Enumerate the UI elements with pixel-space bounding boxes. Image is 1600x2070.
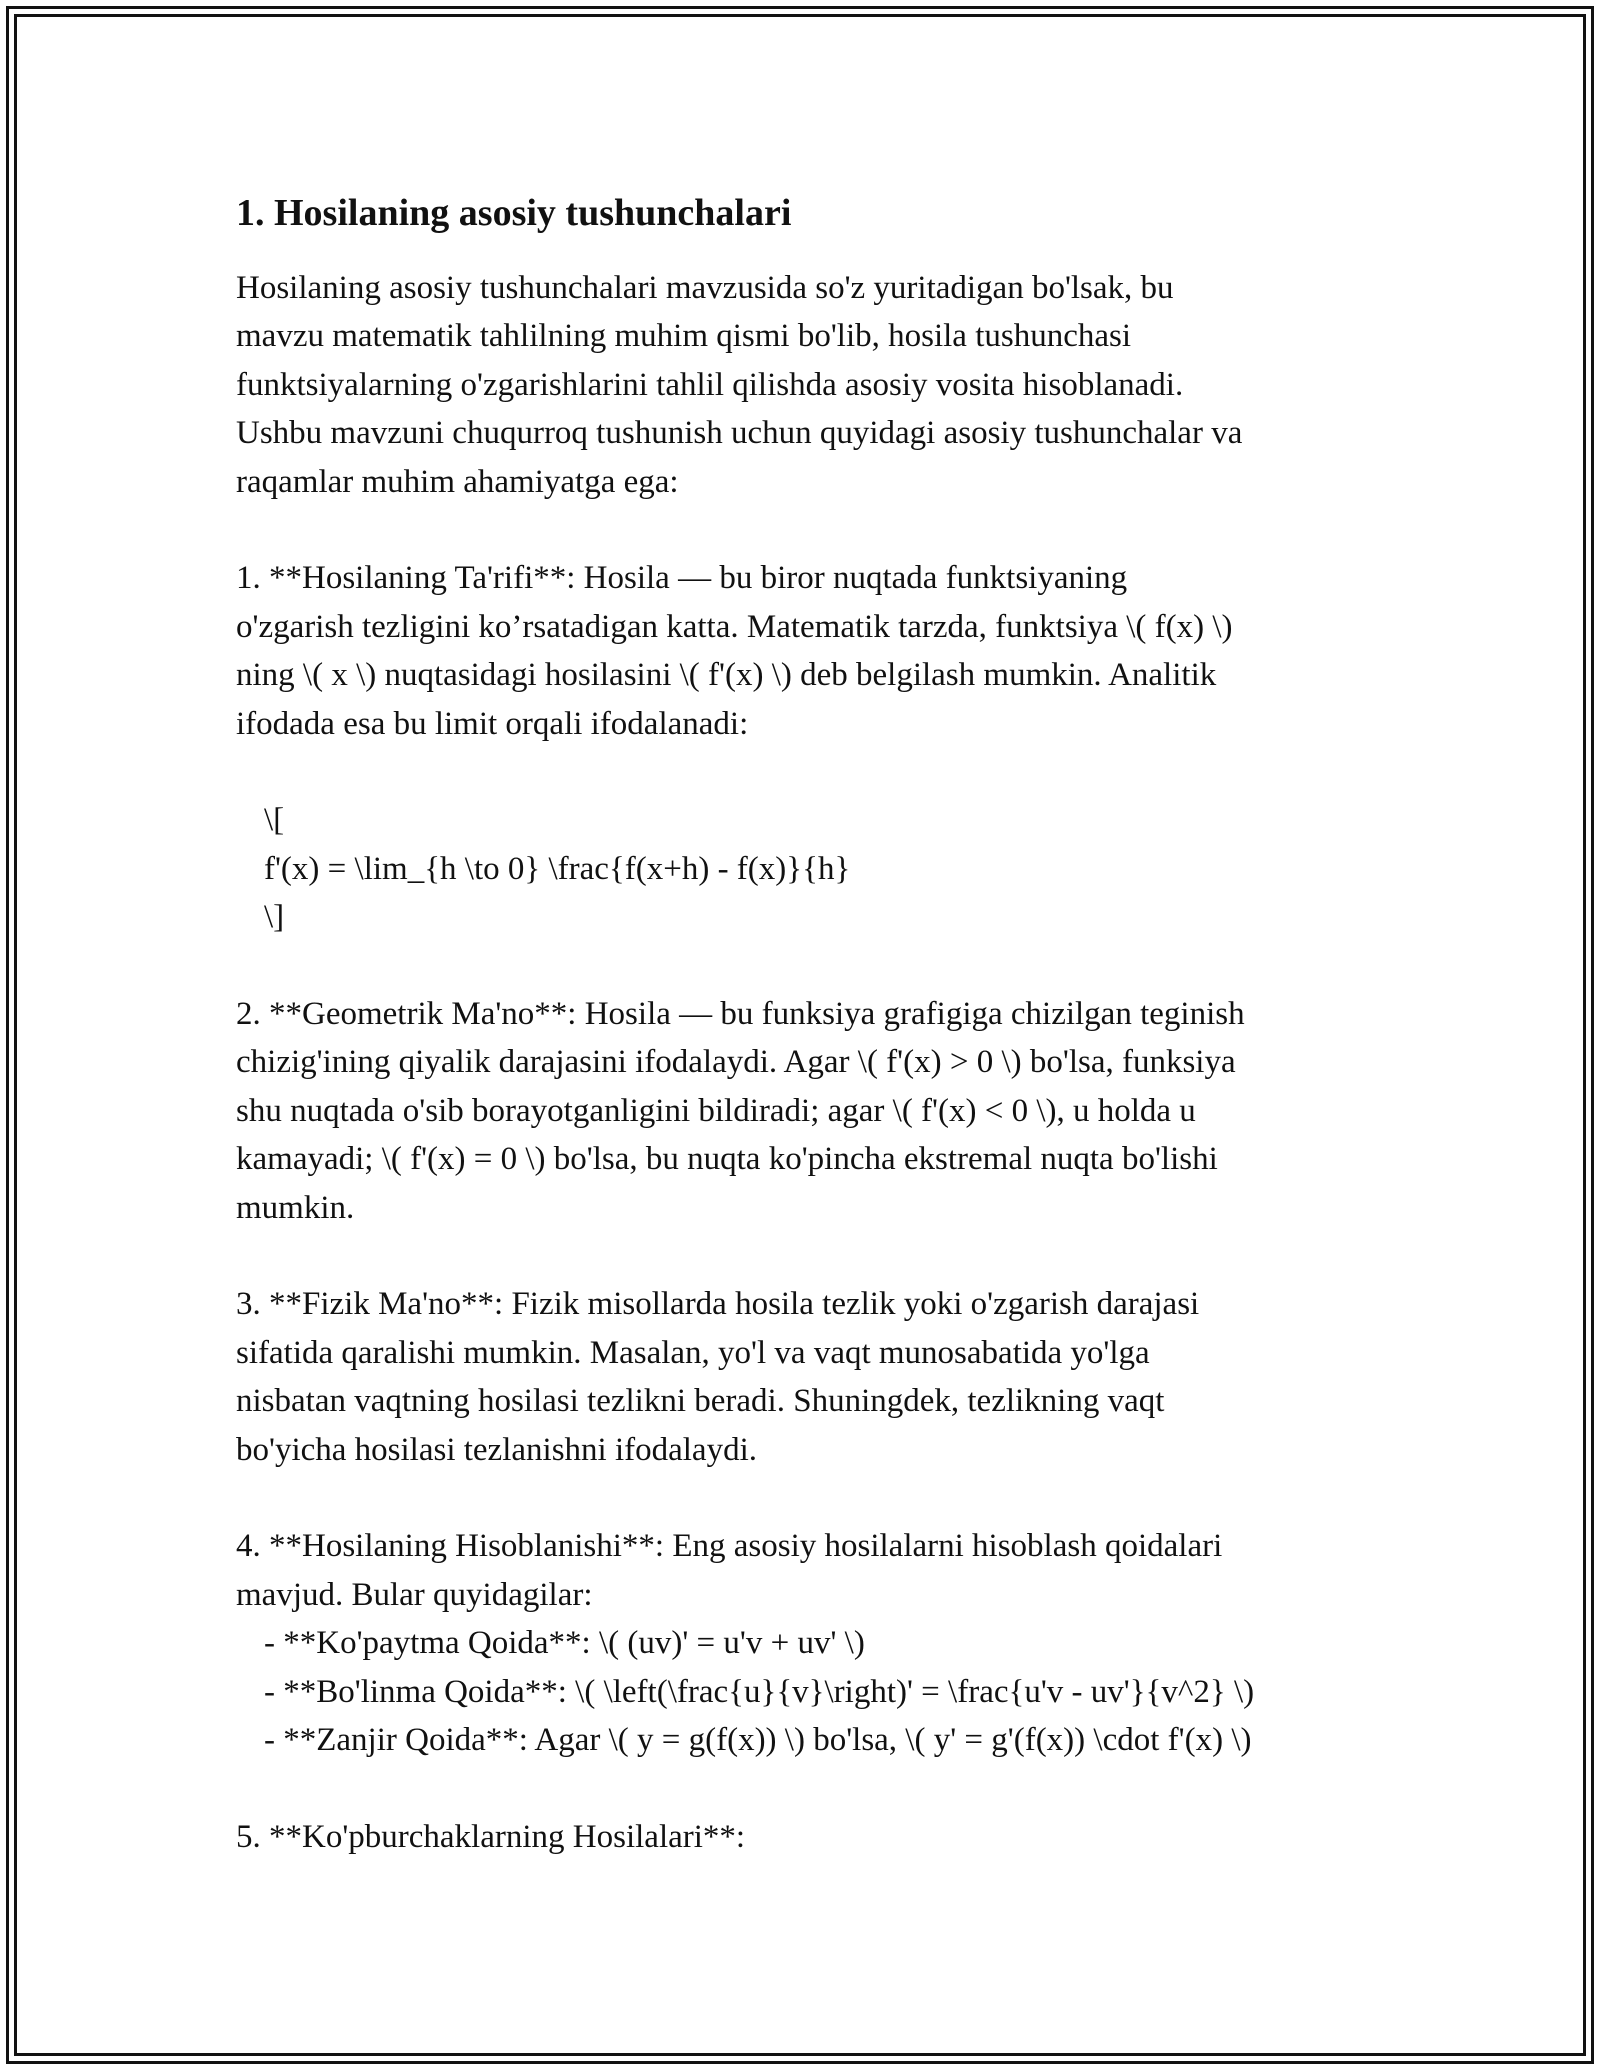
- text-line: sifatida qaralishi mumkin. Masalan, yo'l va vaqt munosabatida yo'lga: [236, 1334, 1150, 1371]
- text-line: ning \( x \) nuqtasidagi hosilasini \( f'(x) \) deb belgilash mumkin. Analitik: [236, 657, 1217, 694]
- text-line: nisbatan vaqtning hosilasi tezlikni beradi. Shuningdek, tezlikning vaqt: [236, 1383, 1165, 1420]
- item-geometric-meaning: [236, 990, 1366, 1232]
- item-definition: [236, 554, 1366, 748]
- formula-line: f'(x) = \lim_{h \to 0} \frac{f(x+h) - f(x)}{h}: [264, 850, 851, 887]
- formula-line: \]: [264, 899, 285, 936]
- intro-paragraph: [236, 264, 1366, 506]
- text-line: Ushbu mavzuni chuqurroq tushunish uchun quyidagi asosiy tushunchalar va: [236, 415, 1243, 452]
- text-line: Hosilaning asosiy tushunchalari mavzusida so'z yuritadigan bo'lsak, bu: [236, 270, 1174, 306]
- text-line: bo'yicha hosilasi tezlanishni ifodalaydi.: [236, 1431, 757, 1468]
- text-line: ifodada esa bu limit orqali ifodalanadi:: [236, 705, 749, 742]
- text-line: kamayadi; \( f'(x) = 0 \) bo'lsa, bu nuqta ko'pincha ekstremal nuqta bo'lishi: [236, 1141, 1218, 1178]
- text-line: 2. **Geometrik Ma'no**: Hosila — bu funksiya grafigiga chizilgan teginish: [236, 996, 1245, 1033]
- item-calculation: [236, 1522, 1366, 1764]
- formula-block: [236, 796, 1366, 941]
- paragraph-gap: [236, 1232, 1366, 1280]
- item-polygon-derivatives: [236, 1813, 1366, 1861]
- text-line: mavzu matematik tahlilning muhim qismi bo'lib, hosila tushunchasi: [236, 318, 1132, 355]
- text-line: funktsiyalarning o'zgarishlarini tahlil qilishda asosiy vosita hisoblanadi.: [236, 366, 1184, 403]
- text-line: o'zgarish tezligini ko’rsatadigan katta. Matematik tarzda, funktsiya \( f(x) \): [236, 608, 1233, 645]
- text-line: mavjud. Bular quyidagilar:: [236, 1576, 593, 1613]
- text-line: raqamlar muhim ahamiyatga ega:: [236, 463, 679, 500]
- paragraph-gap: [236, 1765, 1366, 1813]
- paragraph-gap: [236, 1474, 1366, 1522]
- rule-line: - **Ko'paytma Qoida**: \( (uv)' = u'v + uv' \): [264, 1625, 865, 1662]
- text-line: 1. **Hosilaning Ta'rifi**: Hosila — bu biror nuqtada funktsiyaning: [236, 560, 1128, 597]
- rule-line: - **Zanjir Qoida**: Agar \( y = g(f(x)) \) bo'lsa, \( y' = g'(f(x)) \cdot f'(x) \): [264, 1722, 1252, 1759]
- rule-line: - **Bo'linma Qoida**: \( \left(\frac{u}{v}\right)' = \frac{u'v - uv'}{v^2} \): [264, 1673, 1255, 1710]
- paragraph-gap: [236, 748, 1366, 796]
- formula-line: \[: [264, 802, 285, 839]
- item-physical-meaning: [236, 1280, 1366, 1474]
- text-line: shu nuqtada o'sib borayotganligini bildiradi; agar \( f'(x) < 0 \), u holda u: [236, 1092, 1196, 1129]
- paragraph-gap: [236, 506, 1366, 554]
- text-line: chizig'ining qiyalik darajasini ifodalaydi. Agar \( f'(x) > 0 \) bo'lsa, funksiya: [236, 1044, 1236, 1081]
- paragraph-gap: [236, 942, 1366, 990]
- text-line: 3. **Fizik Ma'no**: Fizik misollarda hosila tezlik yoki o'zgarish darajasi: [236, 1286, 1200, 1323]
- section-heading: 1. Hosilaning asosiy tushunchalari: [236, 192, 792, 234]
- text-line: mumkin.: [236, 1189, 355, 1226]
- document-body: [236, 188, 1366, 1861]
- text-line: 4. **Hosilaning Hisoblanishi**: Eng asosiy hosilalarni hisoblash qoidalari: [236, 1528, 1223, 1565]
- text-line: 5. **Ko'pburchaklarning Hosilalari**:: [236, 1818, 746, 1855]
